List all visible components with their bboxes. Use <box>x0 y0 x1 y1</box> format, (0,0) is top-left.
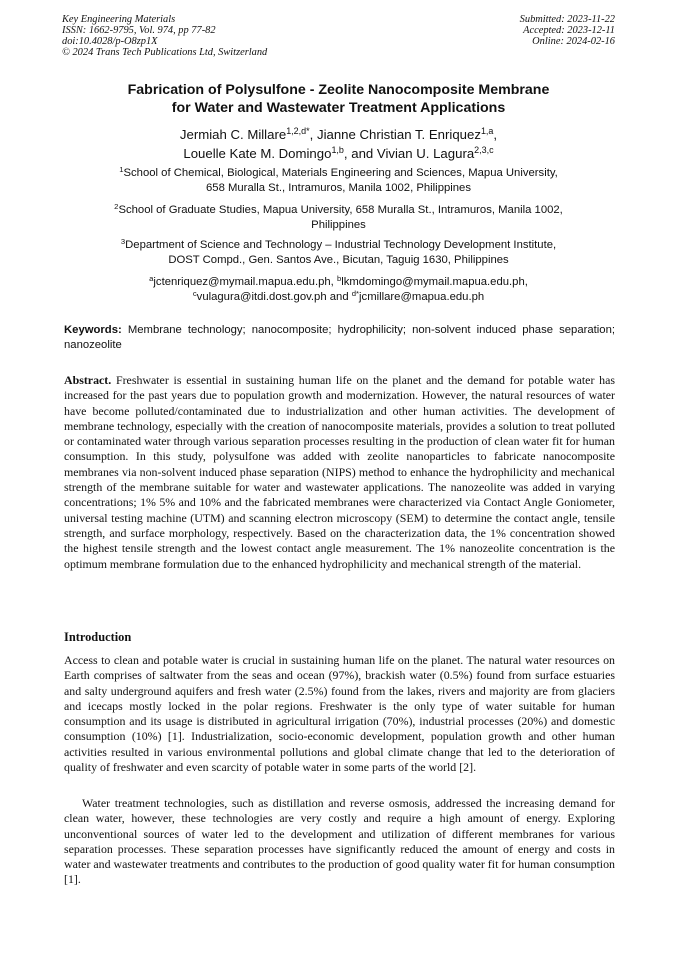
authors-line-2 <box>62 144 615 163</box>
author-separator: , and <box>343 146 377 161</box>
title-line-1: Fabrication of Polysulfone - Zeolite Nanocomposite Membrane <box>127 82 550 98</box>
paper-title <box>62 81 615 117</box>
email-link[interactable]: jcmillare@mapua.edu.ph <box>359 291 485 303</box>
abstract-text: Freshwater is essential in sustaining human life on the planet and the demand for potable water has increased for the past years due to population growth and modernization. However, the natural resources of water have become polluted/contaminated due to industrialization and other human activities. The development of membrane technology, especially with the creation of nanocomposite materials, provides a solution to treat polluted or contaminated water through various separation processes resulting in the production of clean water fit for human consumption. In this study, polysulfone was added with zeolite nanoparticles to fabricate nanocomposite membranes via non-solvent induced phase separation (NIPS) method to enhance the hydrophilicity and mechanical strength of the membrane suitable for water and wastewater applications. The nanozeolite was added in varying concentrations; 1% 5% and 10% and the fabricated membranes were characterized via Contact Angle Goniometer, universal testing machine (UTM) and scanning electron microscopy (SEM) to determine the contact angle, tensile strength, and surface morphology, respectively. Based on the characterization data, the 1% concentration showed the highest tensile strength and the lowest contact angle measurement. The 1% nanozeolite concentration is the optimum membrane formulation due to the enhanced hydrophilicity and mechanical strength of the material. <box>64 373 615 571</box>
doi-link[interactable]: doi:10.4028/p-O8zp1X <box>62 36 158 47</box>
abstract-section <box>64 373 615 572</box>
keywords-text: Membrane technology; nanocomposite; hydrophilicity; non-solvent induced phase separation; nanozeolite <box>64 324 615 351</box>
affiliation-number: 2 <box>114 201 119 211</box>
email-link[interactable]: lkmdomingo@mymail.mapua.edu.ph, <box>341 276 528 288</box>
author-affiliation-marker: 1,b <box>331 145 344 156</box>
author-list <box>62 125 615 163</box>
author-name: Jermiah C. Millare <box>179 127 287 142</box>
author-emails <box>62 275 615 305</box>
affiliation-line: Philippines <box>311 219 366 231</box>
email-link[interactable]: vulagura@itdi.dost.gov.ph and <box>196 291 352 303</box>
affiliation-3 <box>62 238 615 268</box>
publication-dates <box>520 14 615 47</box>
email-marker: c <box>192 288 197 298</box>
copyright-notice: © 2024 Trans Tech Publications Ltd, Switzerland <box>62 47 268 58</box>
email-marker: d* <box>351 288 360 298</box>
author-affiliation-marker: 2,3,c <box>474 145 494 156</box>
keywords-label: Keywords: <box>64 324 122 336</box>
author-separator: , <box>493 127 498 142</box>
affiliation-number: 3 <box>120 236 126 246</box>
affiliation-line: School of Graduate Studies, Mapua University, 658 Muralla St., Intramuros, Manila 1002, <box>118 204 563 216</box>
accepted-date: Accepted: 2023-12-11 <box>523 25 615 36</box>
submitted-date: Submitted: 2023-11-22 <box>519 14 615 25</box>
online-date: Online: 2024-02-16 <box>532 36 615 47</box>
email-marker: b <box>336 273 342 283</box>
author-name: Jianne Christian T. Enriquez <box>316 127 481 142</box>
affiliation-line: DOST Compd., Gen. Santos Ave., Bicutan, Taguig 1630, Philippines <box>168 254 509 266</box>
introduction-paragraph-2: Water treatment technologies, such as distillation and reverse osmosis, addressed the increasing demand for clean water, however, these technologies are very costly and require a high amount of energy. Exploring unconventional sources of water led to the development and utilization of different membranes for various separation processes. These separation processes have significantly reduced the amount of energy and costs in water and wastewater treatments and contributes to the production of good quality water fit for human consumption [1]. <box>64 796 615 887</box>
keywords-section <box>64 323 615 353</box>
author-separator: , <box>309 127 317 142</box>
email-marker: a <box>149 273 154 283</box>
journal-issn: ISSN: 1662-9795, Vol. 974, pp 77-82 <box>62 25 216 36</box>
affiliation-1 <box>62 166 615 196</box>
abstract-label: Abstract. <box>64 373 112 387</box>
author-affiliation-marker: 1,a <box>480 126 494 137</box>
authors-line-1 <box>62 125 615 144</box>
affiliation-line: 658 Muralla St., Intramuros, Manila 1002, Philippines <box>206 182 471 194</box>
author-name: Vivian U. Lagura <box>376 146 475 161</box>
affiliation-number: 1 <box>119 164 124 174</box>
author-affiliation-marker: 1,2,d* <box>286 126 310 137</box>
affiliation-line: School of Chemical, Biological, Materials Engineering and Sciences, Mapua University, <box>123 167 558 179</box>
title-line-2: for Water and Wastewater Treatment Applications <box>171 100 506 116</box>
email-link[interactable]: jctenriquez@mymail.mapua.edu.ph, <box>153 276 337 288</box>
journal-header <box>62 14 267 58</box>
journal-name: Key Engineering Materials <box>62 14 176 25</box>
affiliation-2 <box>62 203 615 233</box>
introduction-heading: Introduction <box>64 630 132 644</box>
introduction-paragraph-1: Access to clean and potable water is crucial in sustaining human life on the planet. The natural water resources on Earth comprises of saltwater from the seas and ocean (97%), brackish water (0.5%) found from surface estuaries and salty underground aquifers and fresh water (2.5%) found from the lakes, rivers and majority are from glaciers and icecaps mostly locked in the polar regions. Freshwater is the only type of water suitable for human consumption and its usage is distributed in agricultural irrigation (70%), industrial processes (20%) and domestic consumption (10%) [1]. Industrialization, socio-economic development, population growth and other human activities resulted in various environmental pollutions and global climate change that led to the deterioration of quality of freshwater and even scarcity of potable water in some parts of the world [2]. <box>64 653 615 775</box>
author-name: Louelle Kate M. Domingo <box>183 146 332 161</box>
affiliation-line: Department of Science and Technology – Industrial Technology Development Institute, <box>125 239 557 251</box>
